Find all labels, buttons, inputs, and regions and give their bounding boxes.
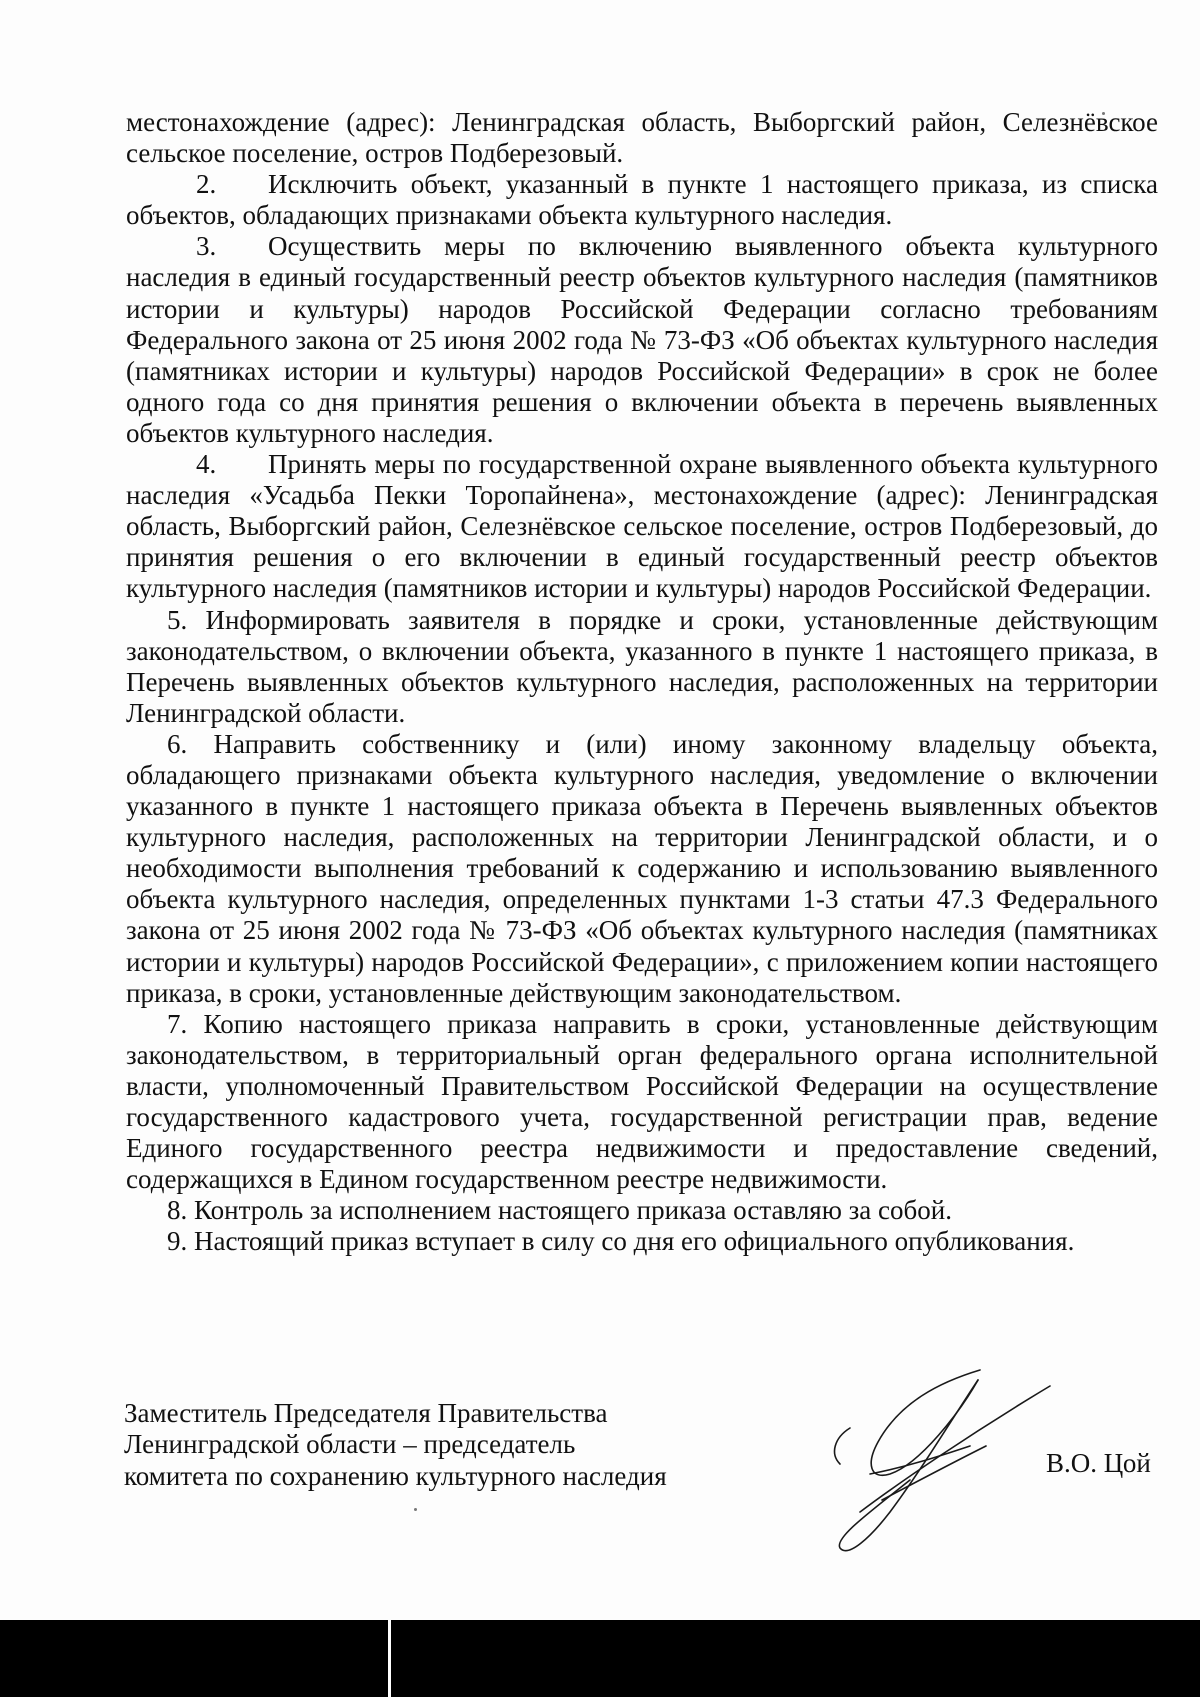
paragraph-3 xyxy=(126,231,1158,449)
paragraph-4-text: Принять меры по государственной охране выявленного объекта культурного наследия «Усадьба Пекки Торопайнена», местонахождение (адрес): Ленинградская область, Выборгский район, Селезнёвское сельское поселение, остров Подберезовый, до принятия решения о его включении в единый государственный реестр объектов культурного наследия (памятников истории и культуры) народов Российской Федерации. xyxy=(126,449,1158,604)
signatory-title-line-2: Ленинградской области – председатель xyxy=(124,1429,576,1460)
paragraph-3-number: 3. xyxy=(196,231,217,262)
signatory-title-line-3: комитета по сохранению культурного наследия xyxy=(124,1460,667,1491)
paragraph-9: 9. Настоящий приказ вступает в силу со дня его официального опубликования. xyxy=(167,1226,1075,1257)
signatory-title-line-1: Заместитель Председателя Правительства xyxy=(124,1398,608,1428)
handwritten-signature xyxy=(830,1362,1060,1557)
paragraph-5: 5. Информировать заявителя в порядке и сроки, установленные действующим законодательством, о включении объекта, указанного в пункте 1 настоящего приказа, в Перечень выявленных объектов культурного наследия, расположенных на территории Ленинградской области. xyxy=(126,604,1158,728)
scan-border xyxy=(0,1620,388,1697)
paragraph-4 xyxy=(126,449,1158,604)
paragraph-1-continuation: местонахождение (адрес): Ленинградская область, Выборгский район, Селезнёвское сельское поселение, остров Подберезовый. xyxy=(126,107,1158,169)
paragraph-6: 6. Направить собственнику и (или) иному законному владельцу объекта, обладающего признаками объекта культурного наследия, уведомление о включении указанного в пункте 1 настоящего приказа объекта в Перечень выявленных объектов культурного наследия, расположенных на территории Ленинградской области, и о необходимости выполнения требований к содержанию и использованию выявленного объекта культурного наследия, определенных пунктами 1-3 статьи 47.3 Федерального закона от 25 июня 2002 года № 73-ФЗ «Об объектах культурного наследия (памятниках истории и культуры) народов Российской Федерации», с приложением копии настоящего приказа, в сроки, установленные действующим законодательством. xyxy=(126,728,1158,1008)
signatory-title xyxy=(124,1398,667,1492)
scan-border xyxy=(391,1620,1200,1697)
paragraph-4-number: 4. xyxy=(196,449,217,480)
paragraph-2-number: 2. xyxy=(196,169,217,200)
paragraph-2-text: Исключить объект, указанный в пункте 1 настоящего приказа, из списка объектов, обладающих признаками объекта культурного наследия. xyxy=(126,169,1158,231)
paragraph-7: 7. Копию настоящего приказа направить в сроки, установленные действующим законодательством, в территориальный орган федерального органа исполнительной власти, уполномоченный Правительством Российской Федерации на осуществление государственного кадастрового учета, государственной регистрации прав, ведение Единого государственного реестра недвижимости и предоставление сведений, содержащихся в Едином государственном реестре недвижимости. xyxy=(126,1008,1158,1195)
paragraph-3-text: Осуществить меры по включению выявленного объекта культурного наследия в единый государственный реестр объектов культурного наследия (памятников истории и культуры) народов Российской Федерации согласно требованиям Федерального закона от 25 июня 2002 года № 73-ФЗ «Об объектах культурного наследия (памятниках истории и культуры) народов Российской Федерации» в срок не более одного года со дня принятия решения о включении объекта в перечень выявленных объектов культурного наследия. xyxy=(126,231,1158,448)
paragraph-8: 8. Контроль за исполнением настоящего приказа оставляю за собой. xyxy=(167,1195,952,1226)
signer-name: В.О. Цой xyxy=(1046,1448,1151,1478)
document-body xyxy=(126,107,1158,1257)
paragraph-2 xyxy=(126,169,1158,231)
scan-speck xyxy=(414,1508,417,1511)
